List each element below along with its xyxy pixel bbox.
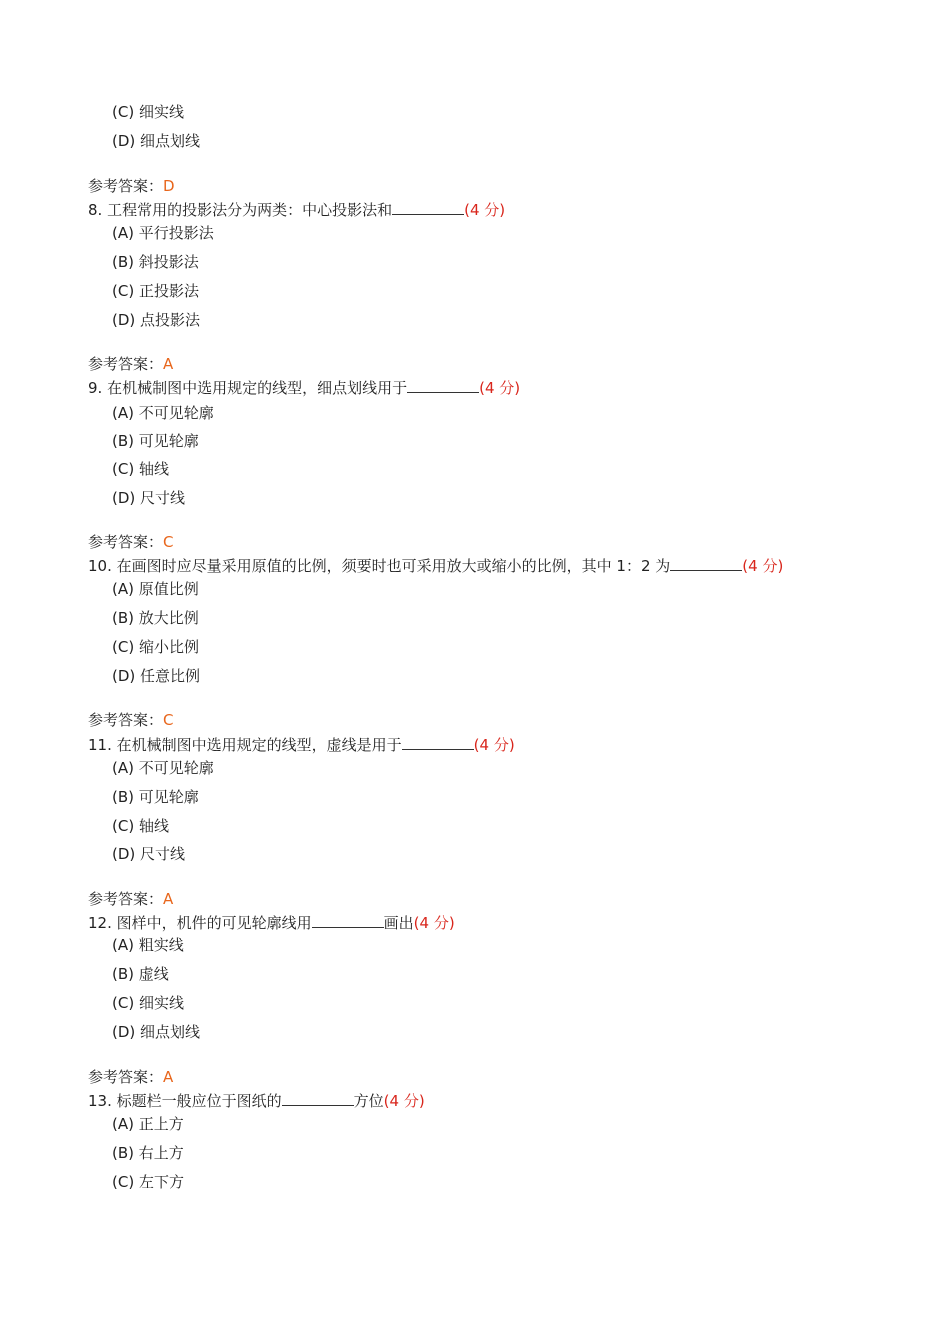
question-points: (4 分)	[383, 1092, 425, 1110]
option-text: 放大比例	[138, 609, 199, 627]
option-key: (A)	[112, 759, 134, 777]
option-text: 任意比例	[140, 667, 201, 685]
option-line	[112, 993, 184, 1013]
option-line	[112, 1172, 184, 1192]
question-8	[88, 200, 505, 220]
question-points: (4 分)	[742, 557, 784, 575]
question-number: 13.	[88, 1092, 112, 1110]
answer-value: C	[163, 533, 174, 551]
question-number: 12.	[88, 914, 112, 932]
answer-value: A	[163, 890, 174, 908]
option-text: 细实线	[138, 994, 184, 1012]
question-9	[88, 378, 520, 398]
option-line	[112, 310, 200, 330]
option-key: (A)	[112, 1115, 134, 1133]
question-13	[88, 1091, 425, 1111]
question-12	[88, 913, 455, 933]
option-key: (B)	[112, 609, 134, 627]
answer-blank	[407, 378, 479, 393]
option-key: (C)	[112, 460, 135, 478]
question-text: 在画图时应尽量采用原值的比例，须要时也可采用放大或缩小的比例，其中 1：2 为	[116, 557, 671, 575]
option-line	[112, 403, 214, 423]
option-text: 缩小比例	[138, 638, 199, 656]
option-line	[112, 431, 199, 451]
question-number: 8.	[88, 201, 103, 219]
question-number: 10.	[88, 557, 112, 575]
question-text-after: 方位	[353, 1092, 384, 1110]
question-11	[88, 735, 515, 755]
option-text: 左下方	[138, 1173, 184, 1191]
option-text: 不可见轮廓	[138, 759, 214, 777]
option-line	[112, 102, 184, 122]
answer-line	[88, 889, 173, 909]
answer-blank	[670, 556, 742, 571]
answer-blank	[282, 1091, 354, 1106]
question-points: (4 分)	[479, 379, 521, 397]
answer-line	[88, 1067, 173, 1087]
option-key: (D)	[112, 489, 136, 507]
option-line	[112, 131, 200, 151]
answer-value: A	[163, 355, 174, 373]
question-points: (4 分)	[464, 201, 506, 219]
option-text: 正上方	[138, 1115, 184, 1133]
answer-label: 参考答案：	[88, 890, 164, 908]
option-text: 可见轮廓	[138, 432, 199, 450]
option-line	[112, 637, 199, 657]
option-text: 点投影法	[140, 311, 201, 329]
option-key: (C)	[112, 817, 135, 835]
option-text: 轴线	[138, 460, 169, 478]
option-key: (C)	[112, 282, 135, 300]
option-line	[112, 964, 169, 984]
option-key: (B)	[112, 432, 134, 450]
option-line	[112, 488, 185, 508]
question-text: 在机械制图中选用规定的线型，虚线是用于	[116, 736, 402, 754]
answer-label: 参考答案：	[88, 533, 164, 551]
option-line	[112, 1114, 184, 1134]
question-text: 图样中，机件的可见轮廓线用	[116, 914, 312, 932]
option-line	[112, 844, 185, 864]
answer-label: 参考答案：	[88, 711, 164, 729]
answer-label: 参考答案：	[88, 355, 164, 373]
option-line	[112, 281, 199, 301]
option-line	[112, 1022, 200, 1042]
option-text: 细点划线	[140, 132, 201, 150]
option-key: (C)	[112, 638, 135, 656]
answer-blank	[392, 200, 464, 215]
option-key: (A)	[112, 224, 134, 242]
option-line	[112, 223, 214, 243]
option-text: 右上方	[138, 1144, 184, 1162]
question-10	[88, 556, 783, 576]
answer-line	[88, 710, 174, 730]
option-text: 细实线	[138, 103, 184, 121]
option-key: (C)	[112, 103, 135, 121]
answer-line	[88, 176, 175, 196]
option-line	[112, 608, 199, 628]
answer-value: D	[163, 177, 175, 195]
option-key: (B)	[112, 253, 134, 271]
answer-blank	[312, 913, 384, 928]
answer-blank	[402, 735, 474, 750]
option-key: (C)	[112, 1173, 135, 1191]
option-text: 平行投影法	[138, 224, 214, 242]
option-text: 细点划线	[140, 1023, 201, 1041]
option-key: (A)	[112, 404, 134, 422]
answer-label: 参考答案：	[88, 177, 164, 195]
answer-value: C	[163, 711, 174, 729]
question-points: (4 分)	[473, 736, 515, 754]
option-key: (D)	[112, 845, 136, 863]
option-text: 原值比例	[138, 580, 199, 598]
option-key: (D)	[112, 667, 136, 685]
option-key: (B)	[112, 788, 134, 806]
option-text: 粗实线	[138, 936, 184, 954]
option-key: (B)	[112, 965, 134, 983]
option-line	[112, 579, 199, 599]
answer-line	[88, 354, 173, 374]
option-key: (D)	[112, 132, 136, 150]
option-text: 尺寸线	[140, 489, 186, 507]
option-text: 可见轮廓	[138, 788, 199, 806]
option-key: (D)	[112, 311, 136, 329]
option-line	[112, 1143, 184, 1163]
option-key: (D)	[112, 1023, 136, 1041]
option-line	[112, 758, 214, 778]
option-key: (A)	[112, 936, 134, 954]
option-line	[112, 935, 184, 955]
answer-label: 参考答案：	[88, 1068, 164, 1086]
option-line	[112, 252, 199, 272]
option-text: 不可见轮廓	[138, 404, 214, 422]
question-number: 11.	[88, 736, 112, 754]
answer-value: A	[163, 1068, 174, 1086]
option-key: (B)	[112, 1144, 134, 1162]
option-line	[112, 816, 169, 836]
question-number: 9.	[88, 379, 103, 397]
question-text: 标题栏一般应位于图纸的	[116, 1092, 282, 1110]
option-line	[112, 666, 200, 686]
question-text: 工程常用的投影法分为两类：中心投影法和	[107, 201, 393, 219]
option-text: 虚线	[138, 965, 169, 983]
question-text-after: 画出	[383, 914, 414, 932]
option-key: (A)	[112, 580, 134, 598]
option-text: 尺寸线	[140, 845, 186, 863]
answer-line	[88, 532, 174, 552]
option-text: 斜投影法	[138, 253, 199, 271]
question-text: 在机械制图中选用规定的线型，细点划线用于	[107, 379, 408, 397]
question-points: (4 分)	[413, 914, 455, 932]
option-text: 轴线	[138, 817, 169, 835]
option-line	[112, 787, 199, 807]
option-key: (C)	[112, 994, 135, 1012]
option-line	[112, 459, 169, 479]
option-text: 正投影法	[138, 282, 199, 300]
